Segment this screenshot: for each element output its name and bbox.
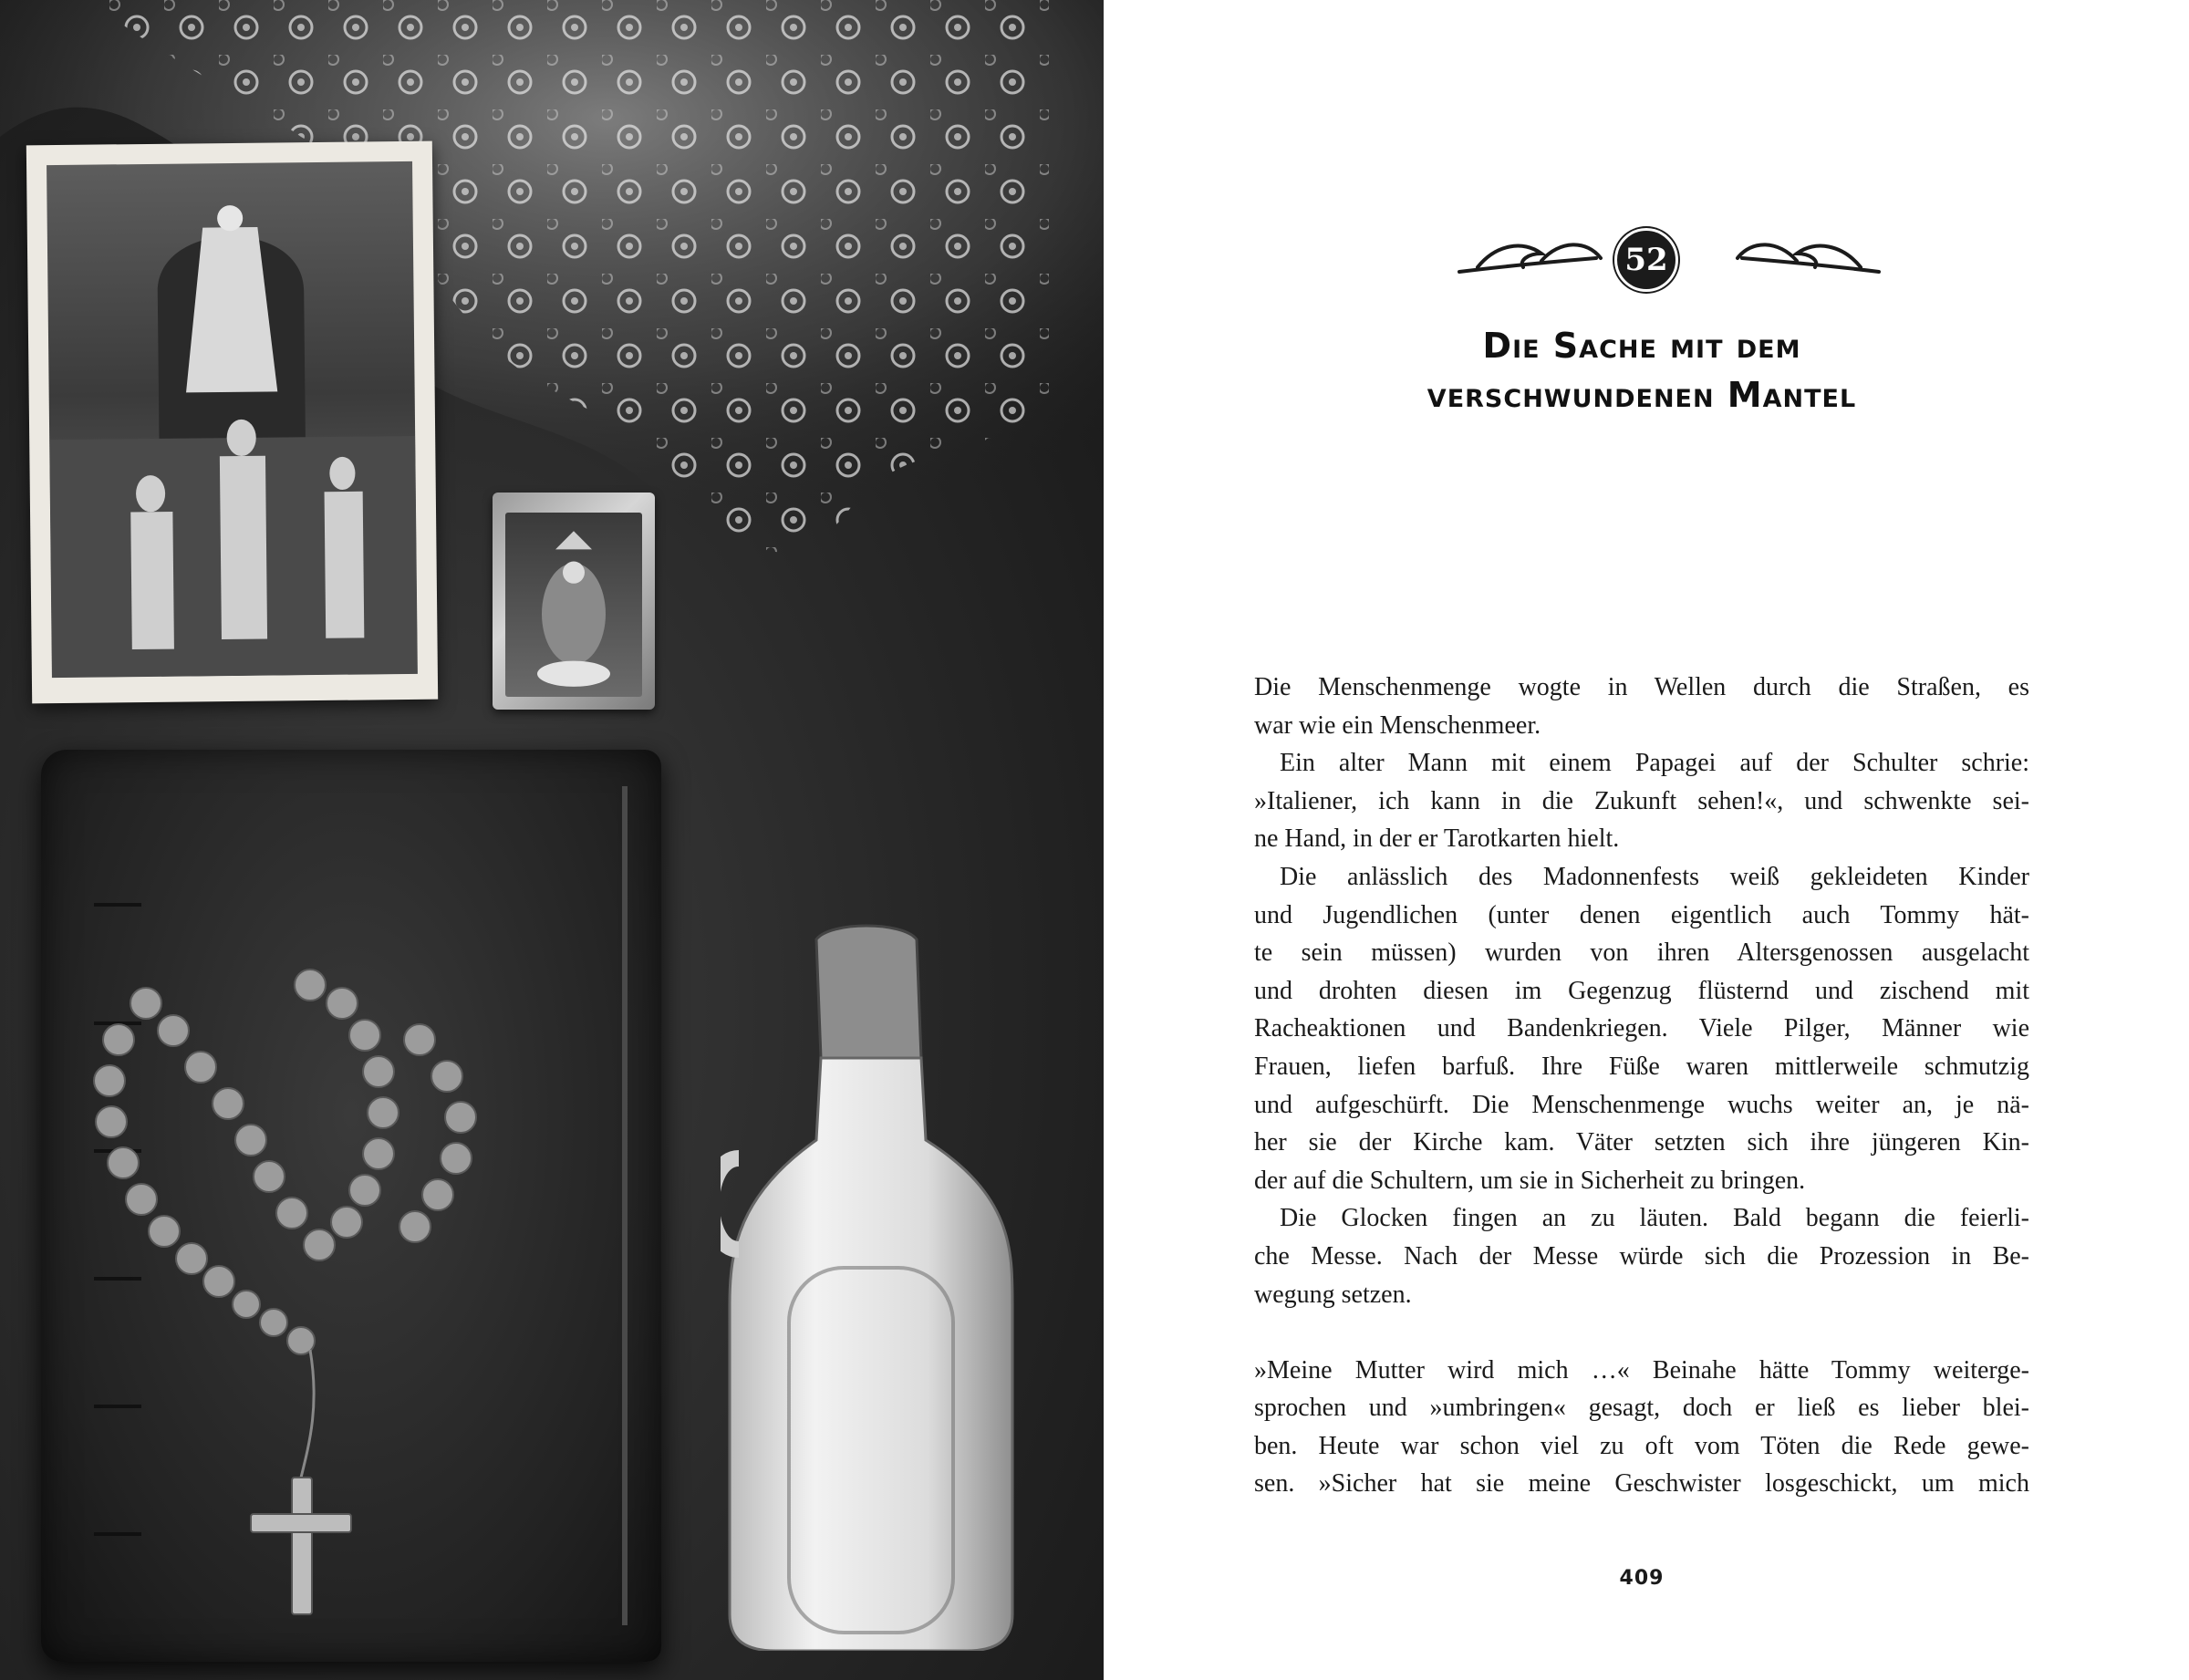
text-line: che Messe. Nach der Messe würde sich die Prozession in Be- [1254,1241,2029,1270]
crucifix [251,1478,351,1614]
page-number: 409 [1619,1567,1665,1590]
rosary [91,930,565,1623]
text-line: Frauen, liefen barfuß. Ihre Füße waren mittlerweile schmutzig [1254,1052,2029,1081]
text-line: Die Glocken fingen an zu läuten. Bald begann die feierli- [1280,1204,2029,1233]
text-line: wegung setzen. [1254,1280,1412,1309]
text-line: »Meine Mutter wird mich …« Beinahe hätte Tommy weiterge- [1254,1355,2029,1384]
text-line: Die anlässlich des Madonnenfests weiß gekleideten Kinder [1280,862,2029,891]
vintage-procession-photo [26,141,438,704]
body-text [1254,669,2029,1503]
text-line: te sein müssen) wurden von ihren Altersgenossen ausgelacht [1254,939,2029,968]
text-line: und aufgeschürft. Die Menschenmenge wuchs weiter an, je nä- [1254,1090,2029,1119]
holy-water-bottle [721,921,1022,1651]
text-line: Ein alter Mann mit einem Papagei auf der Schulter schrie: [1280,749,2029,778]
text-line: ne Hand, in der er Tarotkarten hielt. [1254,824,1620,854]
text-line: der auf die Schultern, um sie in Sicherheit zu bringen. [1254,1166,1806,1195]
text-line: »Italiener, ich kann in die Zukunft sehen!«, und schwenkte sei- [1254,786,2029,815]
madonna-holy-card [493,493,655,710]
text-line: sprochen und »umbringen« gesagt, doch er ließ es lieber blei- [1254,1394,2029,1423]
text-line: und drohten diesen im Gegenzug flüsternd und zischend mit [1254,976,2029,1005]
chapter-title-line: Die Sache mit dem [1482,326,1801,366]
text-line: Racheaktionen und Bandenkriegen. Viele Pilger, Männer wie [1254,1014,2029,1043]
text-line: Die Menschenmenge wogte in Wellen durch die Straßen, es [1254,673,2029,701]
chapter-number: 52 [1614,228,1678,292]
text-line: war wie ein Menschenmeer. [1254,710,1541,740]
chapter-title [1350,321,1934,420]
chapter-title-line: verschwundenen Mantel [1426,375,1857,415]
text-line: sen. »Sicher hat sie meine Geschwister losgeschickt, um mich [1254,1469,2029,1499]
text-line: und Jugendlichen (unter denen eigentlich auch Tommy hät- [1254,900,2029,929]
text-line: her sie der Kirche kam. Väter setzten sich ihre jüngeren Kin- [1254,1128,2029,1157]
text-line: ben. Heute war schon viel zu oft vom Töten die Rede gewe- [1254,1431,2029,1460]
section-break [1254,1313,2029,1352]
